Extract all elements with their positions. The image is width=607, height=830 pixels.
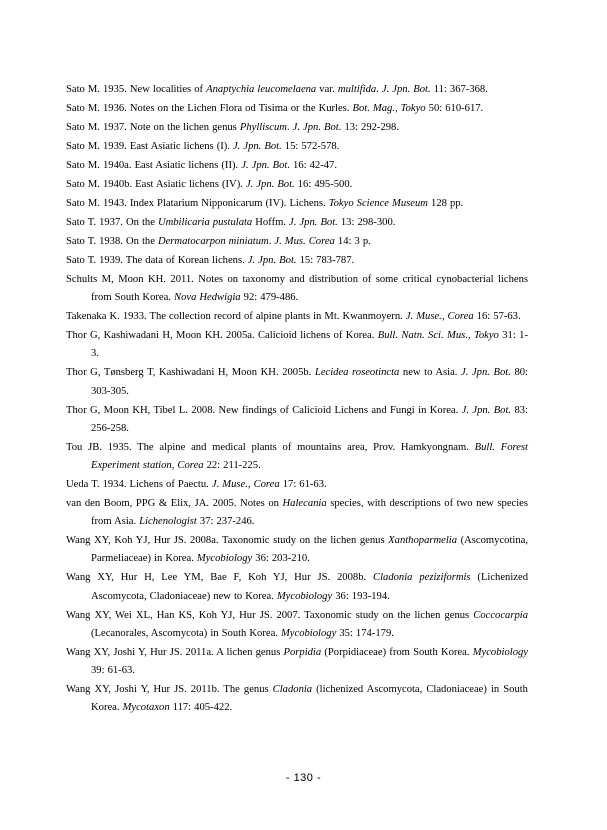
reference-italic-text: J. Jpn. Bot. [289,217,338,228]
reference-italic-text: Cladonia peziziformis [373,572,471,584]
reference-italic-text: J. Jpn. Bot. [245,179,295,190]
reference-text: species, with descriptions of two new species from Asia. [91,498,528,528]
reference-entry [66,644,528,680]
reference-text: (Lichenized Ascomycota, Cladoniaceae) new to Korea. [91,572,529,602]
reference-text: 36: 203-210. [252,553,310,565]
reference-entry [66,364,528,400]
reference-text: 16: 57-63. [473,311,521,323]
reference-italic-text: Porpidia [283,646,322,658]
reference-text: 15: 572-578. [281,141,340,152]
reference-entry [66,233,528,251]
reference-italic-text: J. Jpn. Bot. [247,255,297,266]
reference-entry [66,532,528,568]
reference-text: 80: 303-305. [91,367,528,397]
reference-text: Schults M, Moon KH. 2011. Notes on taxonomy and distribution of some critical cynobacterial lichens from South Korea. [66,274,528,304]
reference-text: Sato T. 1938. On the [66,236,158,247]
reference-text: Wang XY, Hur H, Lee YM, Bae F, Koh YJ, Hur JS. 2008b. [66,572,374,584]
reference-italic-text: J. Jpn. Bot. [461,404,512,416]
reference-italic-text: Cladonia [272,684,313,696]
reference-italic-text: Bot. Mag., Tokyo [352,103,426,114]
reference-entry [66,176,528,194]
reference-italic-text: Mycobiology [280,627,337,639]
reference-entry [66,214,528,232]
reference-text: 11: 367-368. [430,84,488,95]
reference-italic-text: Phylliscum [239,122,287,133]
reference-text: . [268,236,275,247]
reference-entry [66,439,528,475]
reference-text: 17: 61-63. [279,479,327,491]
reference-entry [66,607,528,643]
reference-italic-text: Lichenologist [139,516,197,528]
reference-text: 92: 479-486. [240,292,299,304]
reference-text: 83: 256-258. [91,404,528,434]
reference-text: Thor G, Tønsberg T, Kashiwadani H, Moon KH. 2005b. [66,367,315,379]
reference-text: . [286,122,293,133]
reference-text: 14: 3 p. [334,236,371,247]
reference-list [66,81,528,718]
reference-entry [66,119,528,137]
reference-text: 36: 193-194. [332,590,390,602]
reference-text: Wang XY, Joshi Y, Hur JS. 2011b. The genus [66,684,273,696]
reference-entry [66,252,528,270]
reference-entry [66,402,528,438]
page-number: - 130 - [285,772,322,784]
reference-italic-text: Umbilicaria pustulata [157,217,253,228]
reference-italic-text: J. Jpn. Bot. [461,367,511,379]
reference-italic-text: Mycotaxon [122,702,170,714]
reference-text: 50: 610-617. [425,103,484,114]
reference-italic-text: Bull. Forest Experiment station, Corea [91,441,528,472]
reference-text: van den Boom, PPG & Elix, JA. 2005. Notes on [66,498,283,510]
reference-text: 13: 298-300. [337,217,396,228]
reference-text: 13: 292-298. [341,122,399,133]
reference-text: Sato M. 1936. Notes on the Lichen Flora od Tisima or the Kurles. [66,103,353,114]
reference-text: 22: 211-225. [203,460,261,472]
reference-italic-text: J. Jpn. Bot. [292,122,342,133]
reference-italic-text: Xanthoparmelia [388,535,458,547]
reference-text: . [376,84,382,95]
reference-italic-text: J. Mus. Corea [274,236,335,247]
reference-text: 35: 174-179. [336,627,394,639]
reference-entry [66,308,528,326]
reference-text: Sato T. 1937. On the [66,217,158,228]
reference-text: Thor G, Moon KH, Tibel L. 2008. New findings of Calicioid Lichens and Fungi in Korea. [66,404,462,416]
reference-entry [66,157,528,175]
reference-text: 117: 405-422. [169,702,233,714]
reference-text: Sato M. 1939. East Asiatic lichens (I). [66,141,233,152]
reference-text: (Porpidiaceae) from South Korea. [321,646,473,658]
reference-italic-text: J. Jpn. Bot. [241,160,290,171]
reference-italic-text: Lecidea roseotincta [314,367,400,379]
reference-entry [66,138,528,156]
reference-text: Wang XY, Joshi Y, Hur JS. 2011a. A lichen genus [66,646,284,658]
reference-text: (Ascomycotina, Parmeliaceae) in Korea. [91,535,528,565]
reference-text: Sato M. 1937. Note on the lichen genus [66,122,240,133]
reference-text: Hoffm. [252,217,290,228]
reference-text: 128 pp. [427,198,464,209]
reference-text: (Lecanorales, Ascomycota) in South Korea. [91,627,281,639]
reference-italic-text: Bull. Natn. Sci. Mus., Tokyo [377,330,499,342]
reference-text: Wang XY, Koh YJ, Hur JS. 2008a. Taxonomic study on the lichen genus [66,535,389,547]
reference-text: 16: 42-47. [289,160,337,171]
reference-entry [66,271,528,307]
reference-text: Sato T. 1939. The data of Korean lichens. [66,255,248,266]
reference-text: Thor G, Kashiwadani H, Moon KH. 2005a. Calicioid lichens of Korea. [66,330,378,342]
reference-text: var. [316,84,338,95]
reference-italic-text: Nova Hedwigia [174,292,241,304]
reference-italic-text: Tokyo Science Museum [328,198,428,209]
reference-text: (lichenized Ascomycota, Cladoniaceae) in South Korea. [91,684,528,714]
reference-text: new to Asia. [399,367,462,379]
reference-entry [66,81,528,99]
reference-text: 37: 237-246. [196,516,255,528]
reference-italic-text: Halecania [282,498,327,510]
reference-entry [66,495,528,531]
reference-italic-text: J. Muse., Corea [405,311,474,323]
reference-text: 15: 783-787. [296,255,355,266]
reference-italic-text: Anaptychia leucomelaena [206,84,317,95]
reference-italic-text: Dermatocarpon miniatum [157,236,269,247]
reference-italic-text: Coccocarpia [473,609,528,621]
reference-entry [66,569,528,605]
reference-text: 31: 1-3. [91,330,528,360]
reference-text: Ueda T. 1934. Lichens of Paectu. [66,479,212,491]
reference-italic-text: J. Jpn. Bot. [381,84,431,95]
reference-entry [66,100,528,118]
reference-text: Takenaka K. 1933. The collection record of alpine plants in Mt. Kwanmoyern. [66,311,406,323]
reference-italic-text: multifida [337,84,377,95]
reference-text: 16: 495-500. [294,179,353,190]
reference-italic-text: Mycobiology [196,553,253,565]
reference-text: Tou JB. 1935. The alpine and medical plants of mountains area, Prov. Hamkyongnam. [66,441,475,453]
reference-text: Wang XY, Wei XL, Han KS, Koh YJ, Hur JS. 2007. Taxonomic study on the lichen genus [66,609,474,621]
reference-text: Sato M. 1943. Index Platarium Nipponicarum (IV). Lichens. [66,198,329,209]
reference-italic-text: Mycobiology [472,646,528,658]
reference-italic-text: J. Muse., Corea [211,479,280,491]
reference-entry [66,476,528,494]
reference-entry [66,195,528,213]
reference-italic-text: J. Jpn. Bot. [232,141,282,152]
reference-italic-text: Mycobiology [276,590,333,602]
reference-text: Sato M. 1940a. East Asiatic lichens (II). [66,160,242,171]
reference-entry [66,327,528,363]
reference-text: 39: 61-63. [91,665,135,677]
reference-text: Sato M. 1940b. East Asiatic lichens (IV). [66,179,246,190]
reference-text: Sato M. 1935. New localities of [66,84,207,95]
reference-entry [66,681,528,717]
